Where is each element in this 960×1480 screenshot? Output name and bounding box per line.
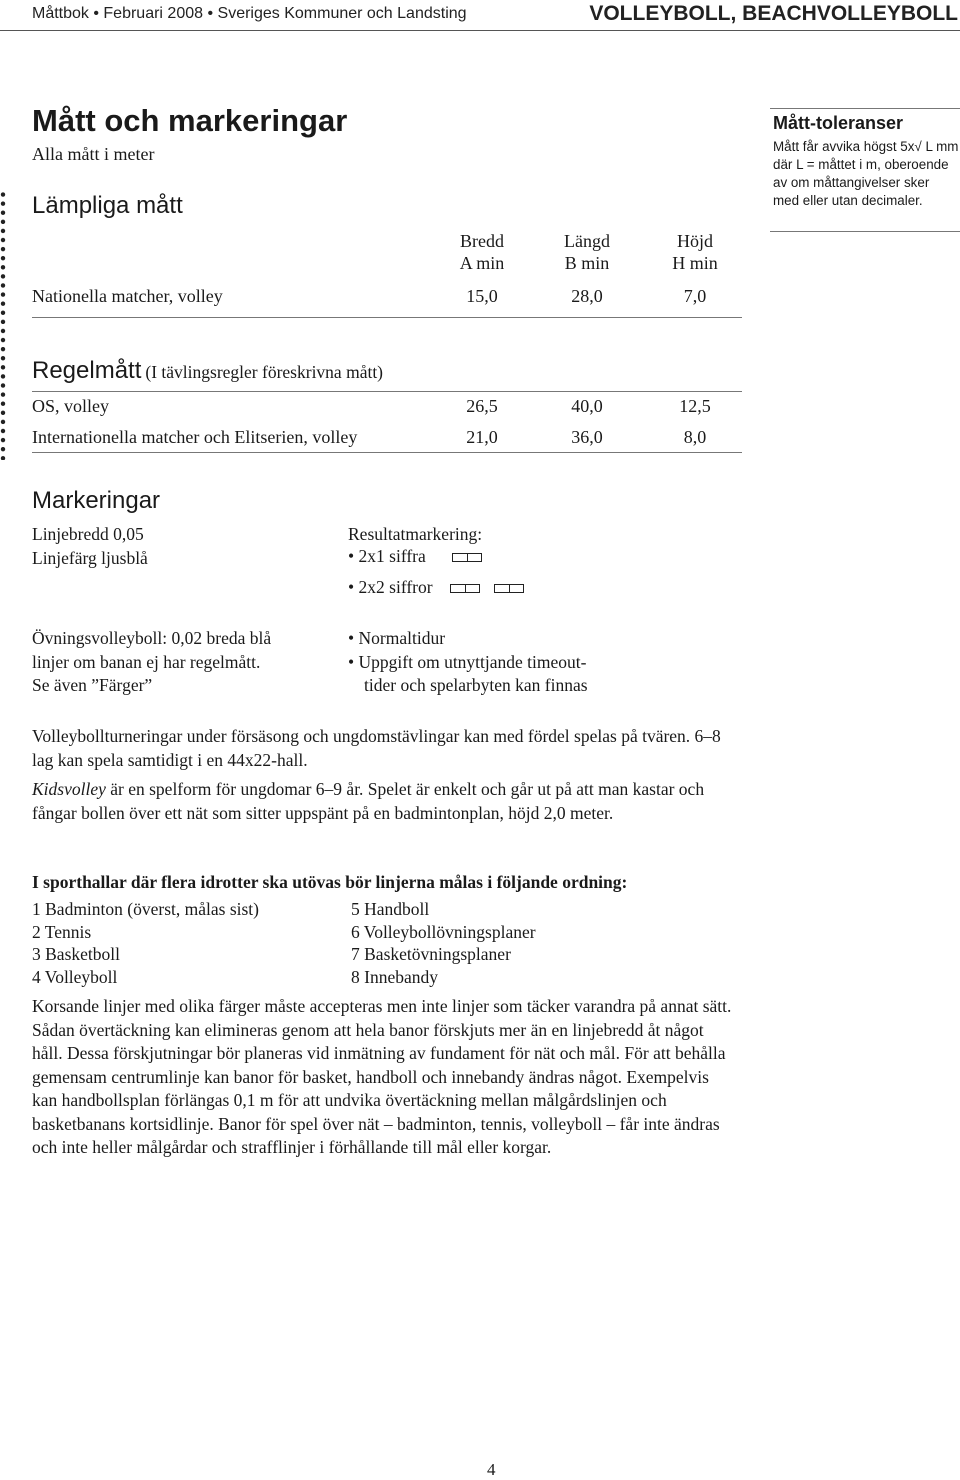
paragraph-kidsvolley bbox=[32, 778, 732, 825]
sidebar-text: Mått får avvika högst 5x√ L mm där L = måttet i m, oberoende av om måttangivelser sker med eller utan decimaler. bbox=[773, 139, 959, 208]
list-item bbox=[348, 651, 588, 675]
header-rule bbox=[0, 30, 960, 31]
sidebar-rule-top bbox=[770, 108, 960, 109]
list-item-text: Normaltidur bbox=[358, 628, 446, 648]
bullet-list bbox=[348, 627, 588, 698]
dotted-margin bbox=[0, 190, 6, 460]
result-item-text: 2x2 siffror bbox=[358, 577, 433, 597]
text-line: Linjebredd 0,05 bbox=[32, 524, 144, 544]
table-cell: 40,0 bbox=[571, 396, 603, 416]
column-header-hojd bbox=[645, 230, 745, 274]
header-left: Måttbok • Februari 2008 • Sveriges Kommuner och Landsting bbox=[32, 5, 467, 22]
result-item-text: 2x1 siffra bbox=[358, 546, 426, 566]
list-item-continued: tider och spelarbyten kan finnas bbox=[364, 675, 588, 695]
list-item-text: Uppgift om utnyttjande timeout- bbox=[358, 651, 587, 672]
ovning-text bbox=[32, 627, 271, 698]
header-right: VOLLEYBOLL, BEACHVOLLEYBOLL bbox=[589, 2, 958, 25]
table-cell: 8,0 bbox=[683, 427, 707, 447]
order-heading: I sporthallar där flera idrotter ska utövas bör linjerna målas i följande ordning: bbox=[32, 872, 628, 892]
order-item: 6 Volleybollövningsplaner bbox=[351, 921, 536, 942]
section-rule bbox=[32, 452, 742, 453]
result-item bbox=[348, 545, 482, 569]
digit-box bbox=[452, 553, 482, 562]
section-rule bbox=[32, 391, 742, 392]
digit-box bbox=[450, 584, 480, 593]
order-item: 1 Badminton (överst, målas sist) bbox=[32, 899, 259, 919]
table-row-label: Nationella matcher, volley bbox=[32, 286, 223, 306]
sidebar-rule-bottom bbox=[770, 231, 960, 232]
column-header-langd bbox=[537, 230, 637, 274]
table-cell: 28,0 bbox=[571, 286, 603, 306]
lampliga-heading: Lämpliga mått bbox=[32, 192, 183, 219]
bullet: • bbox=[348, 628, 359, 648]
page-subtitle: Alla mått i meter bbox=[32, 144, 155, 164]
text-line: linjer om banan ej har regelmått. bbox=[32, 651, 261, 672]
bullet: • bbox=[348, 546, 359, 566]
table-cell: 26,5 bbox=[466, 396, 498, 416]
order-list-right bbox=[351, 898, 536, 988]
kidsvolley-term: Kidsvolley bbox=[32, 779, 106, 799]
order-list-left bbox=[32, 898, 259, 988]
text-line: Övningsvolleyboll: 0,02 breda blå bbox=[32, 628, 272, 648]
bullet: • bbox=[348, 577, 359, 597]
section-rule bbox=[32, 317, 742, 318]
order-item: 5 Handboll bbox=[351, 899, 430, 919]
column-header-line: Bredd bbox=[460, 231, 504, 251]
column-header-bredd bbox=[432, 230, 532, 274]
table-cell: 12,5 bbox=[679, 396, 711, 416]
order-item: 3 Basketboll bbox=[32, 944, 120, 964]
table-cell: 21,0 bbox=[466, 427, 498, 447]
sidebar-title: Mått-toleranser bbox=[773, 113, 904, 133]
column-header-line: A min bbox=[459, 253, 505, 273]
paragraph-turneringar: Volleybollturneringar under försäsong och ungdomstävlingar kan med fördel spelas på tvären. 6–8 lag kan spela samtidigt i en 44x22-hall. bbox=[32, 726, 721, 770]
page-number: 4 bbox=[487, 1460, 496, 1479]
column-header-line: H min bbox=[672, 253, 718, 273]
column-header-line: Höjd bbox=[677, 231, 713, 251]
line-info bbox=[32, 523, 148, 570]
table-cell: 7,0 bbox=[683, 286, 707, 306]
digit-box bbox=[494, 584, 524, 593]
column-header-line: B min bbox=[564, 253, 610, 273]
table-row-label: OS, volley bbox=[32, 396, 110, 416]
regelmatt-heading: Regelmått bbox=[32, 357, 142, 384]
table-row-label: Internationella matcher och Elitserien, volley bbox=[32, 427, 358, 447]
list-item bbox=[348, 627, 588, 651]
page-title: Mått och markeringar bbox=[32, 103, 348, 138]
table-cell: 15,0 bbox=[466, 286, 498, 306]
column-header-line: Längd bbox=[564, 231, 610, 251]
bullet: • bbox=[348, 651, 359, 672]
order-item: 2 Tennis bbox=[32, 921, 92, 942]
result-label: Resultatmarkering: bbox=[348, 524, 483, 544]
text-line: Linjefärg ljusblå bbox=[32, 547, 148, 568]
table-cell: 36,0 bbox=[571, 427, 603, 447]
regelmatt-heading-note: (I tävlingsregler föreskrivna mått) bbox=[145, 362, 384, 382]
result-item bbox=[348, 576, 524, 600]
text-line: Se även ”Färger” bbox=[32, 675, 153, 695]
order-item: 7 Basketövningsplaner bbox=[351, 944, 511, 964]
markeringar-heading: Markeringar bbox=[32, 487, 161, 514]
order-item: 4 Volleyboll bbox=[32, 966, 118, 987]
paragraph-text: är en spelform för ungdomar 6–9 år. Spelet är enkelt och går ut på att man kastar och fångar bollen över ett nät som sitter uppspänt på en badmintonplan, höjd 2,0 meter. bbox=[32, 779, 705, 823]
paragraph-korsande: Korsande linjer med olika färger måste accepteras men inte linjer som täcker varandra på annat sätt. Sådan övertäckning kan elimineras genom att hela banor förskjuts mer än en linjebredd åt något håll. Dessa förskjutningar bör planeras vid inmätning av fundament för nät och mål. För att behålla gemensam centrumlinje kan banor för basket, handboll och innebandy ändras något. Exempelvis kan handbollsplan förlängas 0,1 m för att undvika övertäckning mellan målgårdslinjen och basketbanans kortsidlinje. Banor för spel över nät – badminton, tennis, volleyboll – får inte ändras och inte heller målgårdar och strafflinjer i förhållande till mål eller korgar. bbox=[32, 996, 732, 1157]
order-item: 8 Innebandy bbox=[351, 966, 438, 987]
regelmatt-heading-group bbox=[32, 357, 383, 385]
